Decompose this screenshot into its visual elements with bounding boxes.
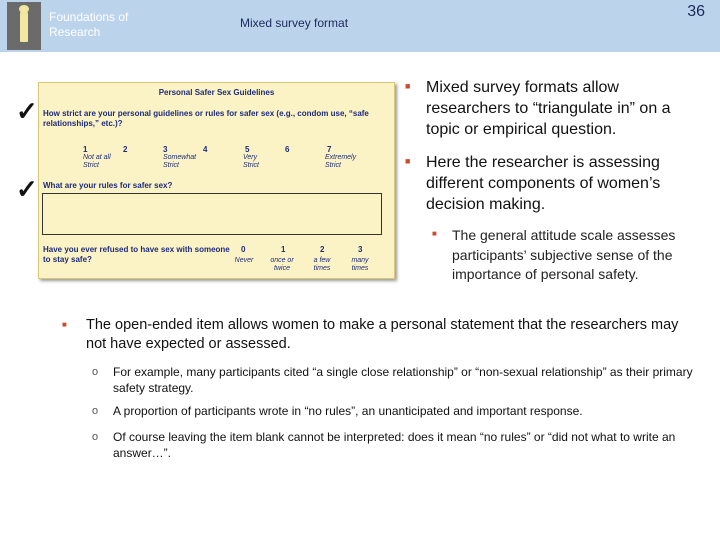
checkmark-icon: ✓ (16, 174, 38, 204)
scale-label-very: Very Strict (243, 154, 259, 169)
course-title: Foundations of Research (49, 10, 129, 39)
checkmark-icon: ✓ (16, 96, 38, 126)
square-bullet-icon: ■ (62, 320, 67, 329)
open-ended-answer-box (42, 193, 382, 235)
bullet-attitude-scale: The general attitude scale assesses participants’ subjective sense of the importance of personal safety. (452, 227, 676, 282)
survey-question-rules: What are your rules for safer sex? (43, 181, 173, 190)
circle-bullet-icon: o (92, 431, 99, 443)
sub-bullet-blank-item: Of course leaving the item blank cannot be interpreted: does it mean “no rules” or “did not what to write an answer…”. (113, 430, 676, 460)
frequency-number: 1 (281, 245, 286, 254)
scale-label-not-strict: Not at all Strict (83, 154, 111, 169)
frequency-label: many times (351, 257, 369, 272)
circle-bullet-icon: o (92, 366, 99, 378)
scale-label-extremely: Extremely Strict (325, 154, 357, 169)
sub-bullet-example: For example, many participants cited “a single close relationship” or “non-sexual relationship” as their primary safety strategy. (113, 365, 693, 395)
scale-number: 1 (83, 145, 88, 154)
bullet-mixed-formats: Mixed survey formats allow researchers to “triangulate in” on a topic or empirical question. (426, 79, 671, 138)
square-bullet-icon: ■ (432, 229, 437, 238)
frequency-number: 0 (241, 245, 246, 254)
figure-logo-icon (7, 2, 41, 50)
frequency-label: once or twice (270, 257, 294, 272)
slide-title: Mixed survey format (240, 16, 349, 30)
frequency-number: 3 (358, 245, 363, 254)
sub-bullet-no-rules: A proportion of participants wrote in “no rules”, an unanticipated and important response. (113, 404, 583, 418)
square-bullet-icon: ■ (405, 156, 411, 166)
survey-question-refused: Have you ever refused to have sex with someone to stay safe? (43, 245, 230, 264)
bullet-decision-making: Here the researcher is assessing different components of women’s decision making. (426, 154, 661, 213)
survey-card (38, 82, 395, 279)
survey-title: Personal Safer Sex Guidelines (158, 88, 275, 97)
slide-header (0, 0, 720, 52)
frequency-label: Never (234, 257, 254, 264)
circle-bullet-icon: o (92, 405, 99, 417)
scale-number: 7 (327, 145, 332, 154)
scale-number: 3 (163, 145, 168, 154)
page-number: 36 (687, 3, 705, 20)
scale-number: 5 (245, 145, 250, 154)
scale-number: 4 (203, 145, 208, 154)
scale-label-somewhat: Somewhat Strict (163, 154, 197, 169)
scale-number: 6 (285, 145, 290, 154)
square-bullet-icon: ■ (405, 81, 411, 91)
frequency-label: a few times (313, 257, 331, 272)
frequency-number: 2 (320, 245, 325, 254)
survey-question-strictness: How strict are your personal guidelines or rules for safer sex (e.g., condom use, “safe relationships,” etc.)? (43, 109, 369, 128)
scale-number: 2 (123, 145, 128, 154)
bullet-open-ended: The open-ended item allows women to make a personal statement that the researchers may not have expected or assessed. (86, 317, 679, 352)
